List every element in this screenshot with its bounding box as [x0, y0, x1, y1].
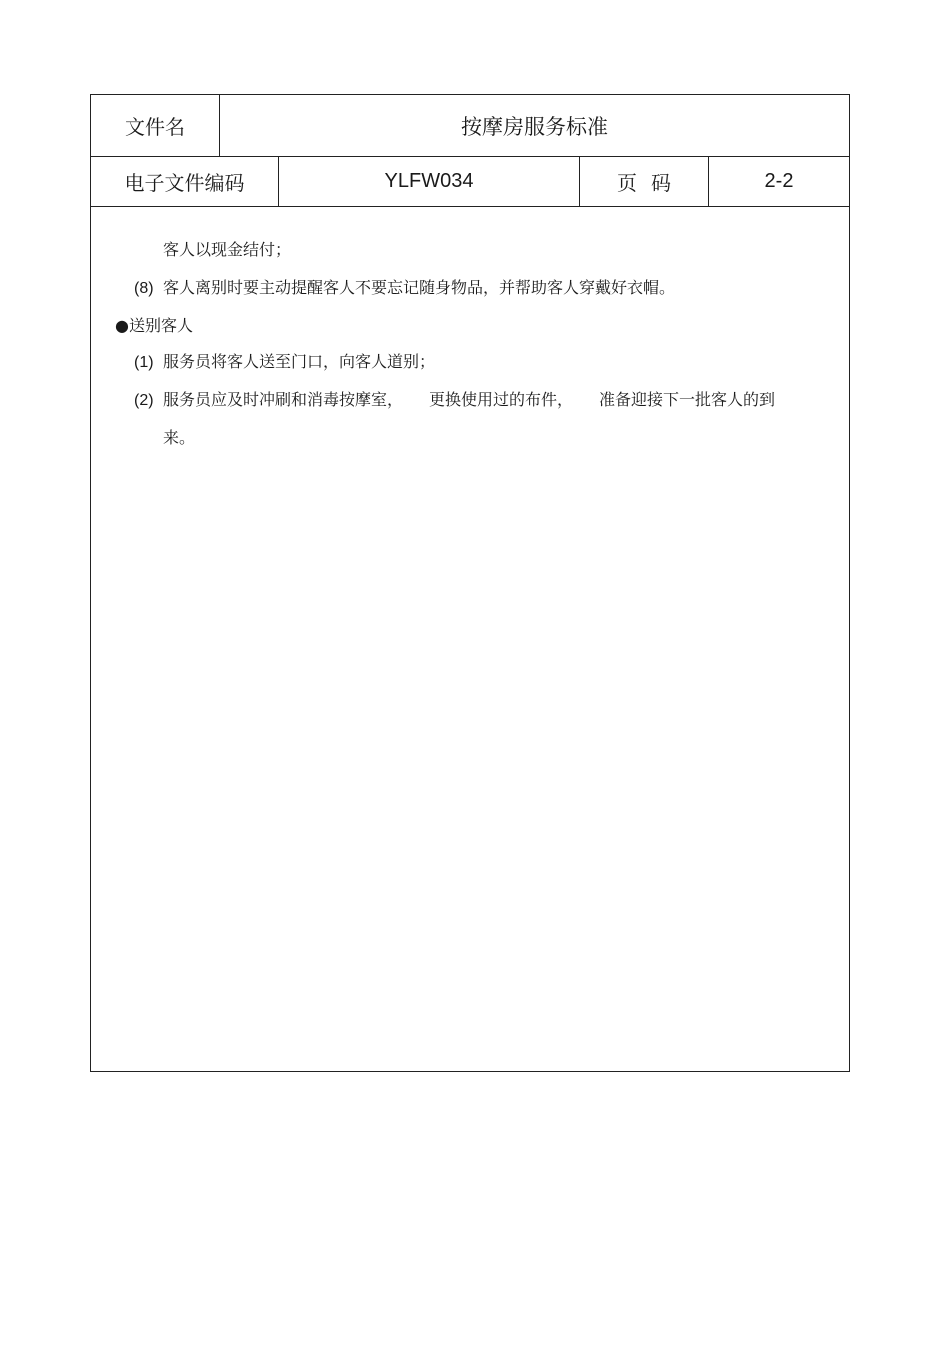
code-label: 电子文件编码 [91, 157, 279, 206]
list-item-text-b: 更换使用过的布件， [429, 390, 574, 409]
document-frame [90, 94, 850, 1072]
list-item-1 [134, 352, 435, 373]
section-heading [115, 316, 193, 336]
list-item-text-c: 准备迎接下一批客人的到 [599, 390, 776, 409]
file-name-label: 文件名 [91, 95, 220, 156]
list-item-8 [134, 278, 675, 299]
paragraph-line: 客人以现金结付； [163, 240, 292, 259]
page-value: 2-2 [764, 170, 794, 192]
list-number: (8) [134, 280, 154, 297]
list-item-text-a: 服务员应及时冲刷和消毒按摩室， [163, 390, 404, 409]
list-item-text: 服务员将客人送至门口，向客人道别； [163, 352, 436, 371]
code-value: YLFW034 [279, 157, 580, 206]
list-number: (2) [134, 392, 154, 409]
file-name-value: 按摩房服务标准 [461, 114, 608, 139]
header-row-title [91, 95, 849, 157]
list-item-2-continuation: 来。 [163, 428, 196, 447]
list-item-text: 客人离别时要主动提醒客人不要忘记随身物品，并帮助客人穿戴好衣帽。 [163, 278, 676, 297]
list-number: (1) [134, 354, 154, 371]
header-row-code [91, 157, 849, 207]
section-title: 送别客人 [128, 316, 193, 335]
document-body [91, 207, 849, 1071]
list-item-2 [134, 390, 775, 411]
bullet-icon: ● [115, 316, 129, 335]
page-label: 页码 [580, 157, 709, 206]
